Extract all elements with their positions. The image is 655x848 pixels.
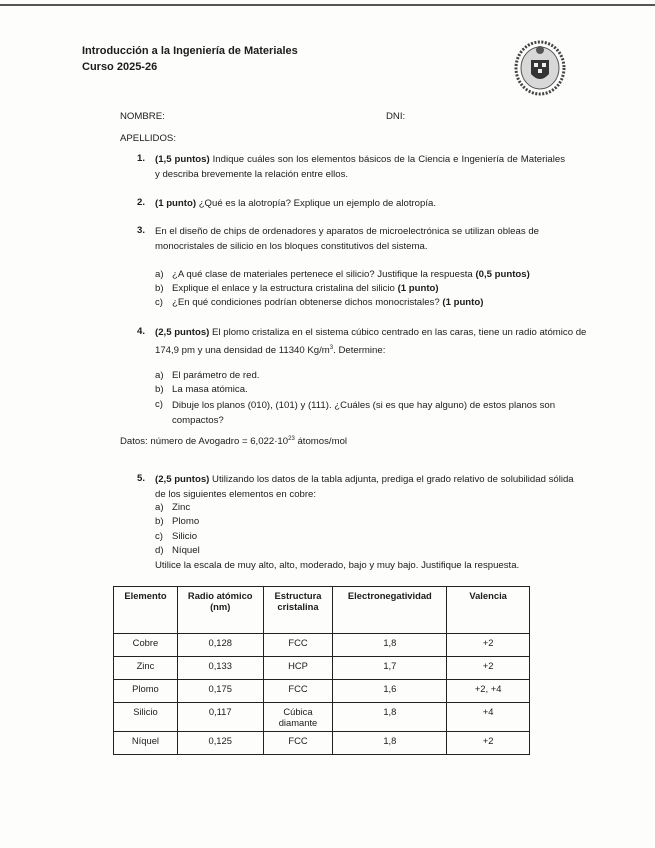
table-cell: 0,128 bbox=[177, 634, 263, 657]
question-4-number: 4. bbox=[137, 326, 146, 337]
table-cell: +2, +4 bbox=[447, 680, 530, 703]
table-cell: 1,6 bbox=[333, 680, 447, 703]
table-cell: HCP bbox=[263, 657, 333, 680]
q3-item-a-points: (0,5 puntos) bbox=[475, 269, 530, 280]
table-cell: 1,8 bbox=[333, 732, 447, 755]
question-1 bbox=[155, 153, 565, 182]
table-cell: 1,7 bbox=[333, 657, 447, 680]
table-cell: Cobre bbox=[114, 634, 178, 657]
table-row bbox=[114, 634, 530, 657]
table-cell: Silicio bbox=[114, 703, 178, 732]
q3-item-c-points: (1 punto) bbox=[442, 297, 484, 308]
question-1-points: (1,5 puntos) bbox=[155, 154, 210, 165]
q5-item-d-text: Níquel bbox=[172, 545, 200, 556]
q3-item-a-letter: a) bbox=[155, 269, 164, 280]
table-cell: FCC bbox=[263, 634, 333, 657]
q3-item-b bbox=[172, 283, 439, 294]
table-cell: FCC bbox=[263, 680, 333, 703]
q5-item-d-letter: d) bbox=[155, 545, 164, 556]
question-4 bbox=[155, 326, 605, 358]
q4-item-a-letter: a) bbox=[155, 370, 164, 381]
q3-item-c-text: ¿En qué condiciones podrían obtenerse dichos monocristales? bbox=[172, 297, 443, 308]
question-5 bbox=[155, 473, 575, 502]
university-seal-logo bbox=[514, 38, 566, 96]
table-cell: +4 bbox=[447, 703, 530, 732]
q5-item-b-letter: b) bbox=[155, 516, 164, 527]
question-5-points: (2,5 puntos) bbox=[155, 474, 210, 485]
apellidos-label: APELLIDOS: bbox=[120, 133, 176, 144]
course-title: Introducción a la Ingeniería de Materiales bbox=[82, 45, 298, 57]
course-year: Curso 2025-26 bbox=[82, 61, 158, 73]
table-cell: +2 bbox=[447, 657, 530, 680]
question-4-exponent: 3 bbox=[329, 344, 334, 351]
q3-item-c-letter: c) bbox=[155, 297, 163, 308]
q3-item-b-text: Explique el enlace y la estructura cristalina del silicio bbox=[172, 283, 398, 294]
q5-instructions: Utilice la escala de muy alto, alto, moderado, bajo y muy bajo. Justifique la respuesta. bbox=[155, 560, 520, 571]
avogadro-exponent: 23 bbox=[288, 436, 295, 442]
question-2-points: (1 punto) bbox=[155, 198, 197, 209]
table-cell: Zinc bbox=[114, 657, 178, 680]
table-header: Elemento bbox=[114, 587, 178, 634]
table-cell: 0,125 bbox=[177, 732, 263, 755]
question-5-text: Utilizando los datos de la tabla adjunta, prediga el grado relativo de solubilidad sólida de los siguientes elementos en cobre: bbox=[155, 474, 574, 500]
question-4-text: El plomo cristaliza en el sistema cúbico centrado en las caras, tiene un radio atómico de 174,9 pm y una densidad de 11340 Kg/m bbox=[155, 327, 587, 356]
table-cell: Cúbica diamante bbox=[263, 703, 333, 732]
table-header-row bbox=[114, 587, 530, 634]
question-2 bbox=[155, 197, 565, 212]
dni-label: DNI: bbox=[386, 111, 406, 122]
table-row bbox=[114, 732, 530, 755]
question-3-number: 3. bbox=[137, 225, 146, 236]
elements-table bbox=[113, 586, 530, 755]
table-cell: Níquel bbox=[114, 732, 178, 755]
table-cell: +2 bbox=[447, 732, 530, 755]
table-header: Electronegatividad bbox=[333, 587, 447, 634]
scan-edge-line bbox=[0, 4, 655, 6]
q4-item-c-letter: c) bbox=[155, 399, 163, 410]
table-header: Estructura cristalina bbox=[263, 587, 333, 634]
table-cell: +2 bbox=[447, 634, 530, 657]
question-2-number: 2. bbox=[137, 197, 146, 208]
table-header: Valencia bbox=[447, 587, 530, 634]
q4-item-a-text: El parámetro de red. bbox=[172, 370, 260, 381]
avogadro-text: Datos: número de Avogadro = 6,022·10 bbox=[120, 436, 289, 448]
question-1-text: Indique cuáles son los elementos básicos de la Ciencia e Ingeniería de Materiales y describa brevemente la relación entre ellos. bbox=[155, 154, 565, 180]
q5-item-c-letter: c) bbox=[155, 531, 163, 542]
table-row bbox=[114, 680, 530, 703]
avogadro-data bbox=[120, 436, 347, 447]
question-4-points: (2,5 puntos) bbox=[155, 327, 210, 338]
table-cell: 1,8 bbox=[333, 634, 447, 657]
avogadro-unit: átomos/mol bbox=[294, 436, 348, 448]
q4-item-b-text: La masa atómica. bbox=[172, 384, 248, 395]
table-cell: 0,117 bbox=[177, 703, 263, 732]
q5-item-a-text: Zinc bbox=[172, 502, 191, 513]
q3-item-a-text: ¿A qué clase de materiales pertenece el silicio? Justifique la respuesta bbox=[172, 269, 476, 280]
table-cell: 0,175 bbox=[177, 680, 263, 703]
table-cell: Plomo bbox=[114, 680, 178, 703]
q5-item-a-letter: a) bbox=[155, 502, 164, 513]
table-header: Radio atómico (nm) bbox=[177, 587, 263, 634]
question-2-text: ¿Qué es la alotropía? Explique un ejemplo de alotropía. bbox=[196, 198, 437, 209]
question-1-number: 1. bbox=[137, 153, 146, 164]
q3-item-b-letter: b) bbox=[155, 283, 164, 294]
q4-item-c-text: Dibuje los planos (010), (101) y (111). ¿Cuáles (si es que hay alguno) de estos planos son compactos? bbox=[172, 400, 556, 426]
table-cell: FCC bbox=[263, 732, 333, 755]
q3-item-a bbox=[172, 269, 530, 280]
q5-item-c-text: Silicio bbox=[172, 531, 198, 542]
table-row bbox=[114, 657, 530, 680]
table-cell: 0,133 bbox=[177, 657, 263, 680]
table-cell: 1,8 bbox=[333, 703, 447, 732]
question-3-text: En el diseño de chips de ordenadores y aparatos de microelectrónica se utilizan obleas de monocristales de silicio en los bloques constitutivos del sistema. bbox=[155, 226, 539, 252]
q3-item-c bbox=[172, 297, 483, 308]
q3-item-b-points: (1 punto) bbox=[397, 283, 439, 294]
q5-item-b-text: Plomo bbox=[172, 516, 200, 527]
question-5-number: 5. bbox=[137, 473, 146, 484]
q4-item-b-letter: b) bbox=[155, 384, 164, 395]
question-4-text-end: . Determine: bbox=[333, 344, 386, 356]
nombre-label: NOMBRE: bbox=[120, 111, 165, 122]
table-row bbox=[114, 703, 530, 732]
